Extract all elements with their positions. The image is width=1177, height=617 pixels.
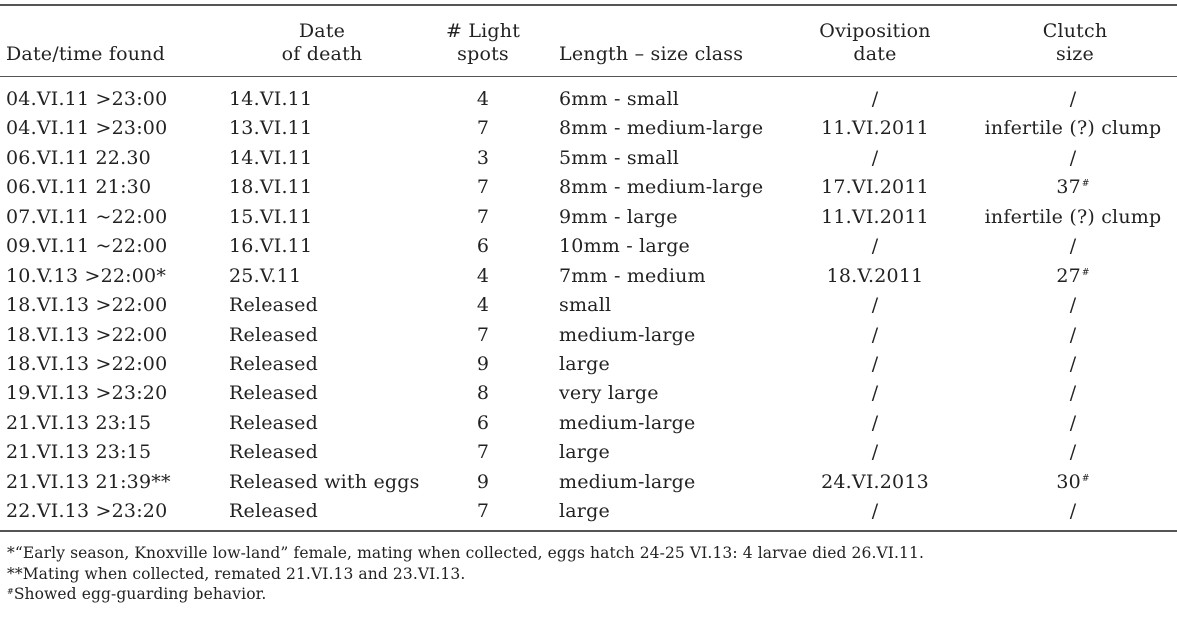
cell-date-of-death-text: Released bbox=[229, 352, 318, 375]
cell-date-of-death-text: Released bbox=[229, 382, 318, 405]
cell-clutch-size bbox=[968, 468, 1177, 497]
header-length-label: Length – size class bbox=[559, 43, 744, 65]
cell-date-of-death-text: Released bbox=[229, 294, 318, 317]
cell-date-of-death bbox=[229, 438, 318, 467]
header-light-spots bbox=[433, 20, 533, 66]
cell-light-spots-text: 9 bbox=[476, 352, 490, 375]
cell-date-of-death-text: Released bbox=[229, 441, 318, 464]
cell-oviposition-date-text: / bbox=[871, 88, 879, 110]
cell-clutch-size-text: infertile (?) clump bbox=[984, 205, 1162, 228]
cell-date-found-text: 04.VI.11 >23:00 bbox=[6, 117, 168, 140]
header-spots-line1: # Light bbox=[445, 20, 521, 42]
cell-date-found bbox=[6, 321, 167, 350]
header-found-label: Date/time found bbox=[6, 43, 165, 65]
cell-light-spots bbox=[443, 321, 523, 350]
cell-length-size-class-text: medium-large bbox=[559, 323, 696, 346]
cell-light-spots-text: 9 bbox=[476, 470, 490, 493]
cell-oviposition-date-text: 17.VI.2011 bbox=[821, 176, 929, 199]
cell-oviposition-date bbox=[805, 438, 945, 467]
cell-oviposition-date-text: / bbox=[871, 294, 879, 317]
cell-date-of-death-text: 14.VI.11 bbox=[229, 146, 313, 169]
table-row bbox=[0, 232, 1177, 261]
cell-date-found bbox=[6, 350, 167, 379]
cell-length-size-class bbox=[559, 468, 695, 497]
cell-light-spots bbox=[443, 232, 523, 261]
header-clutch-size bbox=[1005, 20, 1145, 66]
cell-light-spots bbox=[443, 291, 523, 320]
cell-oviposition-date bbox=[805, 262, 945, 291]
cell-date-of-death bbox=[229, 291, 318, 320]
cell-length-size-class bbox=[559, 114, 763, 143]
cell-oviposition-date bbox=[805, 350, 945, 379]
cell-date-found-text: 04.VI.11 >23:00 bbox=[6, 88, 168, 110]
cell-light-spots bbox=[443, 144, 523, 173]
header-ovi-line1: Oviposition bbox=[819, 20, 931, 42]
cell-light-spots bbox=[443, 350, 523, 379]
cell-date-found-text: 06.VI.11 21:30 bbox=[6, 176, 152, 199]
table-row bbox=[0, 350, 1177, 379]
cell-clutch-size-text: / bbox=[1069, 235, 1077, 258]
table-row bbox=[0, 409, 1177, 438]
cell-clutch-size-text: infertile (?) clump bbox=[984, 117, 1162, 140]
cell-length-size-class bbox=[559, 262, 706, 291]
cell-light-spots-text: 7 bbox=[476, 441, 490, 464]
cell-clutch-size-text: 27 bbox=[1056, 264, 1081, 287]
header-oviposition-date bbox=[805, 20, 945, 66]
cell-date-found bbox=[6, 262, 166, 291]
cell-length-size-class bbox=[559, 232, 690, 261]
cell-date-of-death bbox=[229, 350, 318, 379]
header-clutch-line2: size bbox=[1056, 43, 1094, 65]
cell-oviposition-date bbox=[805, 203, 945, 232]
cell-date-of-death-text: Released bbox=[229, 500, 318, 523]
cell-length-size-class bbox=[559, 291, 611, 320]
cell-oviposition-date-text: / bbox=[871, 411, 879, 434]
table-row bbox=[0, 291, 1177, 320]
cell-oviposition-date bbox=[805, 291, 945, 320]
cell-clutch-size bbox=[968, 291, 1177, 320]
cell-light-spots bbox=[443, 85, 523, 114]
cell-oviposition-date-text: / bbox=[871, 235, 879, 258]
cell-oviposition-date-text: 11.VI.2011 bbox=[821, 117, 929, 140]
table-row bbox=[0, 468, 1177, 497]
table-row bbox=[0, 173, 1177, 202]
cell-clutch-size bbox=[968, 321, 1177, 350]
cell-length-size-class bbox=[559, 350, 610, 379]
cell-date-found-text: 18.VI.13 >22:00 bbox=[6, 294, 168, 317]
cell-date-of-death-text: 13.VI.11 bbox=[229, 117, 313, 140]
table-header-rule bbox=[0, 76, 1177, 77]
cell-clutch-size-text: / bbox=[1069, 323, 1077, 346]
cell-oviposition-date-text: 11.VI.2011 bbox=[821, 205, 929, 228]
cell-clutch-size bbox=[968, 232, 1177, 261]
table-body bbox=[0, 85, 1177, 527]
cell-clutch-size-text: / bbox=[1069, 382, 1077, 405]
cell-clutch-size bbox=[968, 350, 1177, 379]
footnote-early-season: *“Early season, Knoxville low-land” female, mating when collected, eggs hatch 24-25 VI.13: 4 larvae died 26.VI.11. bbox=[7, 544, 924, 562]
cell-date-found bbox=[6, 497, 167, 526]
cell-clutch-size-text: 37 bbox=[1056, 176, 1081, 199]
cell-light-spots bbox=[443, 262, 523, 291]
cell-date-found-text: 21.VI.13 21:39** bbox=[6, 470, 171, 493]
table-row bbox=[0, 321, 1177, 350]
cell-length-size-class-text: very large bbox=[559, 382, 659, 405]
cell-length-size-class bbox=[559, 409, 695, 438]
cell-length-size-class-text: 10mm - large bbox=[559, 235, 691, 258]
cell-light-spots-text: 4 bbox=[476, 264, 490, 287]
header-length-size-class bbox=[559, 43, 743, 66]
cell-length-size-class bbox=[559, 321, 695, 350]
cell-light-spots-text: 6 bbox=[476, 411, 490, 434]
cell-oviposition-date-text: 24.VI.2013 bbox=[821, 470, 929, 493]
cell-oviposition-date bbox=[805, 409, 945, 438]
cell-date-found-text: 18.VI.13 >22:00 bbox=[6, 352, 168, 375]
cell-oviposition-date bbox=[805, 379, 945, 408]
header-ovi-line2: date bbox=[853, 43, 897, 65]
cell-clutch-size bbox=[968, 203, 1177, 232]
cell-light-spots-text: 7 bbox=[476, 323, 490, 346]
cell-date-found bbox=[6, 85, 167, 114]
cell-oviposition-date-text: / bbox=[871, 352, 879, 375]
footnote-mating: **Mating when collected, remated 21.VI.13 and 23.VI.13. bbox=[7, 564, 466, 583]
cell-oviposition-date-text: / bbox=[871, 441, 879, 464]
cell-date-of-death-text: 15.VI.11 bbox=[229, 205, 313, 228]
cell-light-spots bbox=[443, 409, 523, 438]
cell-length-size-class-text: large bbox=[559, 441, 610, 464]
cell-oviposition-date bbox=[805, 144, 945, 173]
cell-date-found-text: 19.VI.13 >23:20 bbox=[6, 382, 168, 405]
footnote-egg-guarding bbox=[7, 584, 924, 605]
table-row bbox=[0, 144, 1177, 173]
cell-date-found-text: 21.VI.13 23:15 bbox=[6, 441, 152, 464]
cell-length-size-class-text: 7mm - medium bbox=[559, 264, 706, 287]
cell-light-spots-text: 7 bbox=[476, 205, 490, 228]
cell-length-size-class-text: 9mm - large bbox=[559, 205, 678, 228]
cell-date-found bbox=[6, 291, 167, 320]
cell-oviposition-date-text: 18.V.2011 bbox=[826, 264, 924, 287]
table-row bbox=[0, 114, 1177, 143]
cell-date-of-death bbox=[229, 85, 312, 114]
cell-date-of-death bbox=[229, 379, 318, 408]
cell-clutch-size bbox=[968, 379, 1177, 408]
cell-date-of-death bbox=[229, 497, 318, 526]
cell-light-spots bbox=[443, 114, 523, 143]
cell-date-found-text: 07.VI.11 ~22:00 bbox=[6, 205, 168, 228]
header-date-of-death bbox=[262, 20, 382, 66]
footnotes bbox=[7, 543, 924, 605]
cell-light-spots-text: 3 bbox=[476, 146, 490, 169]
cell-oviposition-date-text: / bbox=[871, 146, 879, 169]
table-row bbox=[0, 497, 1177, 526]
egg-guarding-mark: # bbox=[1081, 179, 1090, 190]
egg-guarding-mark: # bbox=[1081, 267, 1090, 278]
cell-date-of-death-text: 16.VI.11 bbox=[229, 235, 313, 258]
table-top-rule bbox=[0, 4, 1177, 6]
cell-oviposition-date-text: / bbox=[871, 323, 879, 346]
cell-date-of-death bbox=[229, 144, 312, 173]
cell-length-size-class-text: medium-large bbox=[559, 470, 696, 493]
cell-light-spots-text: 4 bbox=[476, 88, 490, 110]
cell-clutch-size-text: / bbox=[1069, 294, 1077, 317]
cell-length-size-class-text: large bbox=[559, 352, 610, 375]
cell-length-size-class-text: medium-large bbox=[559, 411, 696, 434]
egg-guarding-mark: # bbox=[1081, 473, 1090, 484]
cell-light-spots-text: 8 bbox=[476, 382, 490, 405]
cell-date-found bbox=[6, 438, 151, 467]
cell-clutch-size-text: / bbox=[1069, 352, 1077, 375]
cell-date-of-death-text: Released bbox=[229, 323, 318, 346]
cell-date-of-death-text: Released with eggs bbox=[229, 470, 420, 493]
cell-oviposition-date bbox=[805, 321, 945, 350]
cell-clutch-size-text: / bbox=[1069, 88, 1077, 110]
cell-length-size-class bbox=[559, 379, 659, 408]
header-date-time-found bbox=[6, 43, 165, 66]
cell-date-found-text: 09.VI.11 ~22:00 bbox=[6, 235, 168, 258]
cell-date-found-text: 06.VI.11 22.30 bbox=[6, 146, 151, 169]
cell-oviposition-date bbox=[805, 173, 945, 202]
cell-length-size-class-text: 8mm - medium-large bbox=[559, 117, 764, 140]
cell-length-size-class-text: 8mm - medium-large bbox=[559, 176, 764, 199]
cell-clutch-size bbox=[968, 497, 1177, 526]
cell-length-size-class bbox=[559, 173, 763, 202]
cell-light-spots-text: 6 bbox=[476, 235, 490, 258]
cell-date-found bbox=[6, 144, 151, 173]
cell-oviposition-date bbox=[805, 497, 945, 526]
cell-length-size-class-text: small bbox=[559, 294, 612, 317]
cell-date-found bbox=[6, 173, 151, 202]
cell-date-found-text: 18.VI.13 >22:00 bbox=[6, 323, 168, 346]
cell-light-spots-text: 4 bbox=[476, 294, 490, 317]
table-row bbox=[0, 85, 1177, 114]
cell-date-of-death bbox=[229, 173, 312, 202]
cell-date-found-text: 10.V.13 >22:00* bbox=[6, 264, 167, 287]
cell-date-found bbox=[6, 114, 167, 143]
cell-light-spots bbox=[443, 497, 523, 526]
cell-clutch-size-text: 30 bbox=[1056, 470, 1081, 493]
cell-date-of-death bbox=[229, 203, 312, 232]
cell-light-spots bbox=[443, 203, 523, 232]
cell-clutch-size-text: / bbox=[1069, 500, 1077, 523]
cell-date-found bbox=[6, 409, 151, 438]
cell-length-size-class-text: large bbox=[559, 500, 610, 523]
cell-date-of-death-text: 14.VI.11 bbox=[229, 88, 313, 110]
table-row bbox=[0, 438, 1177, 467]
cell-oviposition-date bbox=[805, 232, 945, 261]
table-row bbox=[0, 203, 1177, 232]
cell-date-found bbox=[6, 468, 171, 497]
cell-date-found bbox=[6, 379, 167, 408]
cell-date-of-death bbox=[229, 409, 318, 438]
cell-length-size-class-text: 5mm - small bbox=[559, 146, 680, 169]
cell-date-of-death bbox=[229, 114, 312, 143]
table-bottom-rule bbox=[0, 530, 1177, 532]
header-death-line1: Date bbox=[298, 20, 346, 42]
cell-length-size-class bbox=[559, 438, 610, 467]
header-death-line2: of death bbox=[281, 43, 363, 65]
cell-oviposition-date bbox=[805, 85, 945, 114]
header-clutch-line1: Clutch bbox=[1042, 20, 1108, 42]
footnote-mark: # bbox=[7, 587, 14, 596]
cell-date-of-death bbox=[229, 262, 301, 291]
cell-clutch-size bbox=[968, 144, 1177, 173]
cell-clutch-size bbox=[968, 438, 1177, 467]
cell-date-of-death bbox=[229, 232, 312, 261]
cell-date-of-death bbox=[229, 468, 420, 497]
cell-length-size-class bbox=[559, 497, 610, 526]
cell-date-found bbox=[6, 232, 167, 261]
cell-clutch-size bbox=[968, 409, 1177, 438]
cell-date-found-text: 21.VI.13 23:15 bbox=[6, 411, 152, 434]
cell-light-spots-text: 7 bbox=[476, 117, 490, 140]
cell-length-size-class bbox=[559, 144, 679, 173]
footnote-egg-guarding-text: Showed egg-guarding behavior. bbox=[13, 585, 267, 603]
cell-clutch-size-text: / bbox=[1069, 441, 1077, 464]
cell-oviposition-date-text: / bbox=[871, 382, 879, 405]
cell-light-spots-text: 7 bbox=[476, 176, 490, 199]
cell-date-found-text: 22.VI.13 >23:20 bbox=[6, 500, 168, 523]
cell-light-spots-text: 7 bbox=[476, 500, 490, 523]
cell-clutch-size-text: / bbox=[1069, 411, 1077, 434]
cell-clutch-size bbox=[968, 114, 1177, 143]
cell-clutch-size-text: / bbox=[1069, 146, 1077, 169]
cell-length-size-class bbox=[559, 203, 678, 232]
cell-clutch-size bbox=[968, 85, 1177, 114]
table-row bbox=[0, 262, 1177, 291]
cell-length-size-class bbox=[559, 85, 679, 114]
cell-date-of-death-text: 25.V.11 bbox=[229, 264, 302, 287]
cell-date-of-death bbox=[229, 321, 318, 350]
cell-clutch-size bbox=[968, 173, 1177, 202]
cell-oviposition-date bbox=[805, 468, 945, 497]
table-row bbox=[0, 379, 1177, 408]
cell-clutch-size bbox=[968, 262, 1177, 291]
cell-length-size-class-text: 6mm - small bbox=[559, 88, 680, 110]
cell-date-of-death-text: Released bbox=[229, 411, 318, 434]
cell-light-spots bbox=[443, 379, 523, 408]
header-spots-line2: spots bbox=[457, 43, 509, 65]
cell-oviposition-date bbox=[805, 114, 945, 143]
cell-oviposition-date-text: / bbox=[871, 500, 879, 523]
cell-light-spots bbox=[443, 438, 523, 467]
cell-light-spots bbox=[443, 468, 523, 497]
cell-date-found bbox=[6, 203, 167, 232]
cell-date-of-death-text: 18.VI.11 bbox=[229, 176, 313, 199]
cell-light-spots bbox=[443, 173, 523, 202]
